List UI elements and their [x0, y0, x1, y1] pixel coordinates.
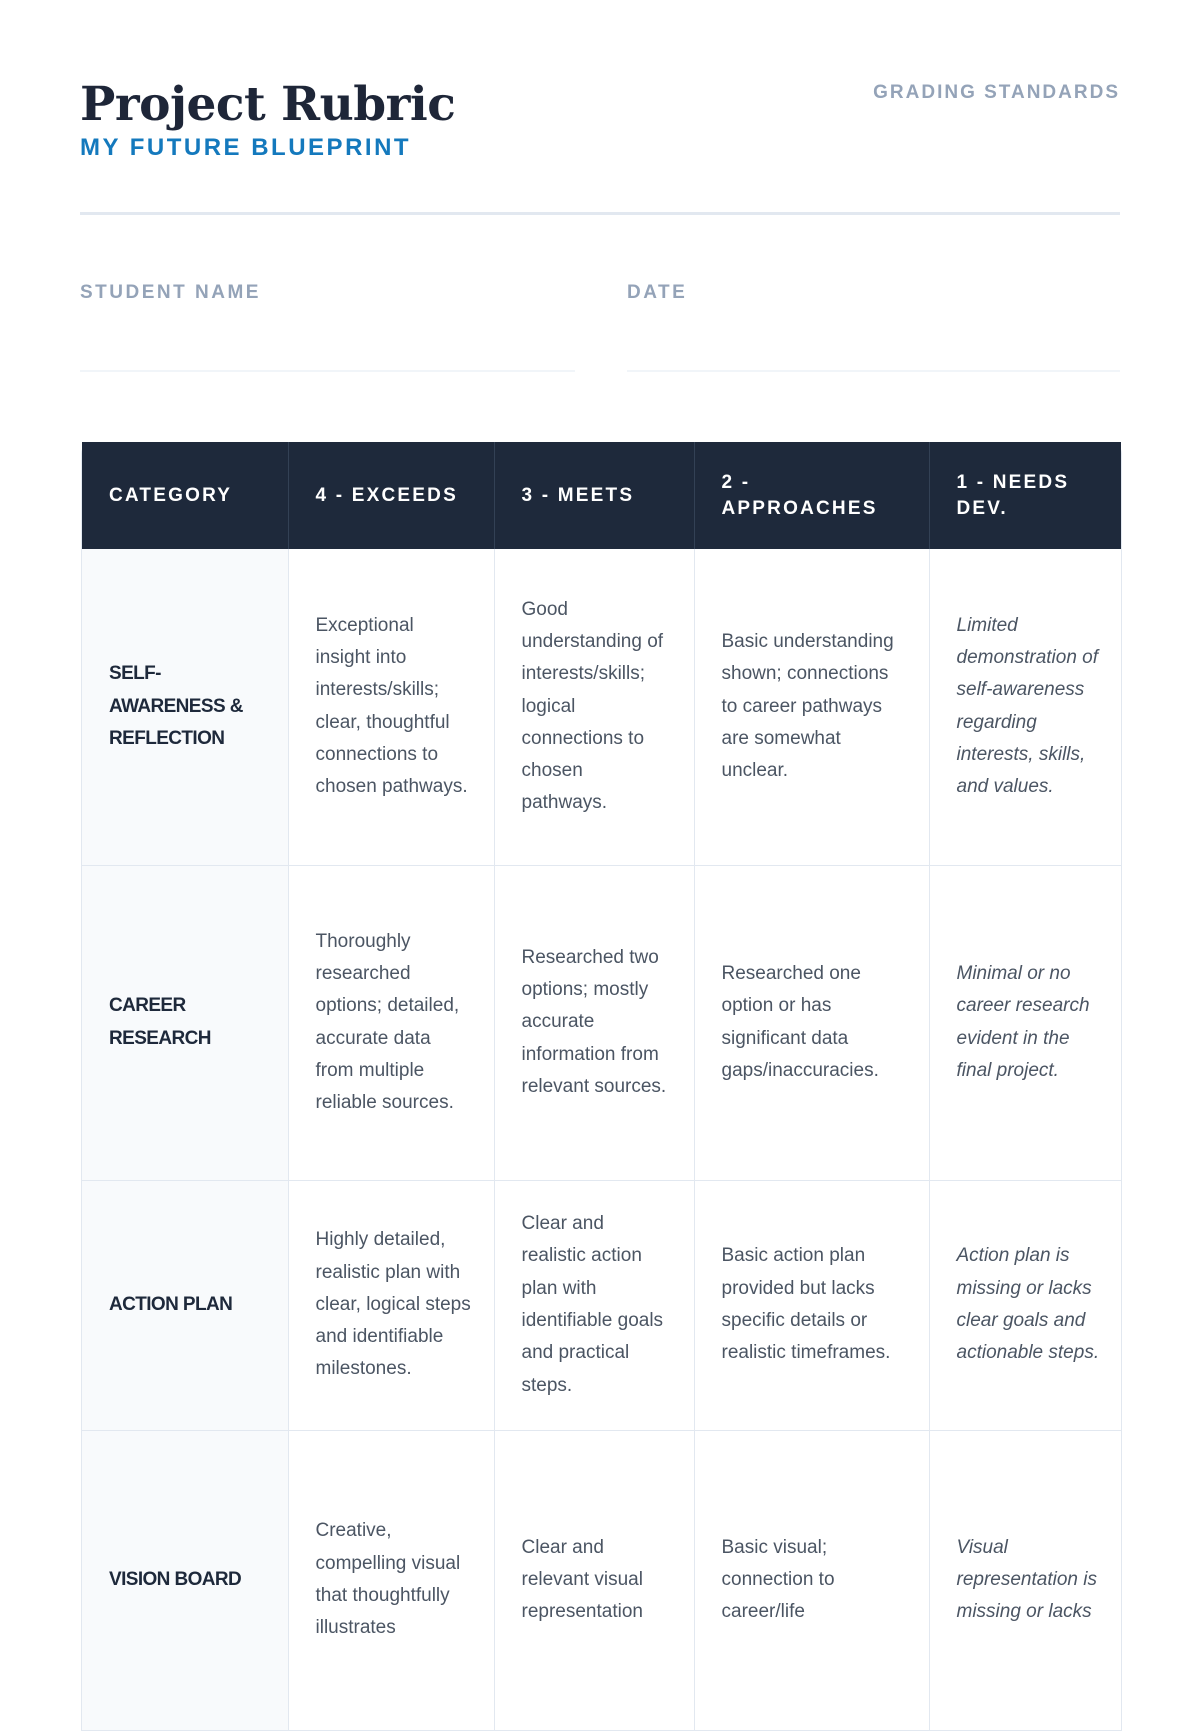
column-header-exceeds: 4 - EXCEEDS: [288, 442, 494, 549]
table-row: [82, 865, 1121, 1180]
rubric-cell-meets: Researched two options; mostly accurate information from relevant sources.: [494, 865, 694, 1180]
category-cell: ACTION PLAN: [82, 1180, 288, 1430]
page-subtitle: MY FUTURE BLUEPRINT: [80, 134, 412, 162]
student-name-label: STUDENT NAME: [80, 282, 261, 303]
category-cell: SELF-AWARENESS & REFLECTION: [82, 549, 288, 865]
table-row: [82, 1430, 1121, 1730]
rubric-cell-meets: Clear and relevant visual representation: [494, 1430, 694, 1730]
rubric-cell-needs-dev: Action plan is missing or lacks clear goals and actionable steps.: [929, 1180, 1121, 1430]
column-header-approaches: 2 - APPROACHES: [694, 442, 929, 549]
page-header: [80, 78, 1120, 162]
rubric-cell-approaches: Basic understanding shown; connections to career pathways are somewhat unclear.: [694, 549, 929, 865]
column-header-category: CATEGORY: [82, 442, 288, 549]
rubric-cell-approaches: Basic action plan provided but lacks specific details or realistic timeframes.: [694, 1180, 929, 1430]
rubric-cell-exceeds: Creative, compelling visual that thoughtfully illustrates: [288, 1430, 494, 1730]
rubric-table-header: [82, 442, 1121, 549]
column-header-meets: 3 - MEETS: [494, 442, 694, 549]
category-cell: VISION BOARD: [82, 1430, 288, 1730]
rubric-table-container: [81, 442, 1122, 1731]
rubric-cell-needs-dev: Visual representation is missing or lacks: [929, 1430, 1121, 1730]
rubric-cell-meets: Good understanding of interests/skills; logical connections to chosen pathways.: [494, 549, 694, 865]
date-field[interactable]: [627, 282, 1120, 304]
rubric-cell-approaches: Basic visual; connection to career/life: [694, 1430, 929, 1730]
page-title: Project Rubric: [80, 77, 456, 132]
rubric-cell-approaches: Researched one option or has significant data gaps/inaccuracies.: [694, 865, 929, 1180]
rubric-table: [82, 442, 1121, 1731]
table-row: [82, 549, 1121, 865]
category-cell: CAREER RESEARCH: [82, 865, 288, 1180]
student-name-line[interactable]: [80, 370, 575, 372]
header-divider: [80, 212, 1120, 215]
rubric-cell-needs-dev: Limited demonstration of self-awareness regarding interests, skills, and values.: [929, 549, 1121, 865]
column-header-needs-dev: 1 - NEEDS DEV.: [929, 442, 1121, 549]
table-row: [82, 1180, 1121, 1430]
rubric-cell-exceeds: Exceptional insight into interests/skills; clear, thoughtful connections to chosen pathways.: [288, 549, 494, 865]
student-name-field[interactable]: [80, 282, 575, 304]
rubric-cell-meets: Clear and realistic action plan with identifiable goals and practical steps.: [494, 1180, 694, 1430]
rubric-cell-exceeds: Thoroughly researched options; detailed, accurate data from multiple reliable sources.: [288, 865, 494, 1180]
date-line[interactable]: [627, 370, 1120, 372]
rubric-cell-needs-dev: Minimal or no career research evident in the final project.: [929, 865, 1121, 1180]
rubric-cell-exceeds: Highly detailed, realistic plan with clear, logical steps and identifiable milestones.: [288, 1180, 494, 1430]
grading-standards-tag: GRADING STANDARDS: [873, 82, 1120, 103]
date-label: DATE: [627, 282, 688, 303]
